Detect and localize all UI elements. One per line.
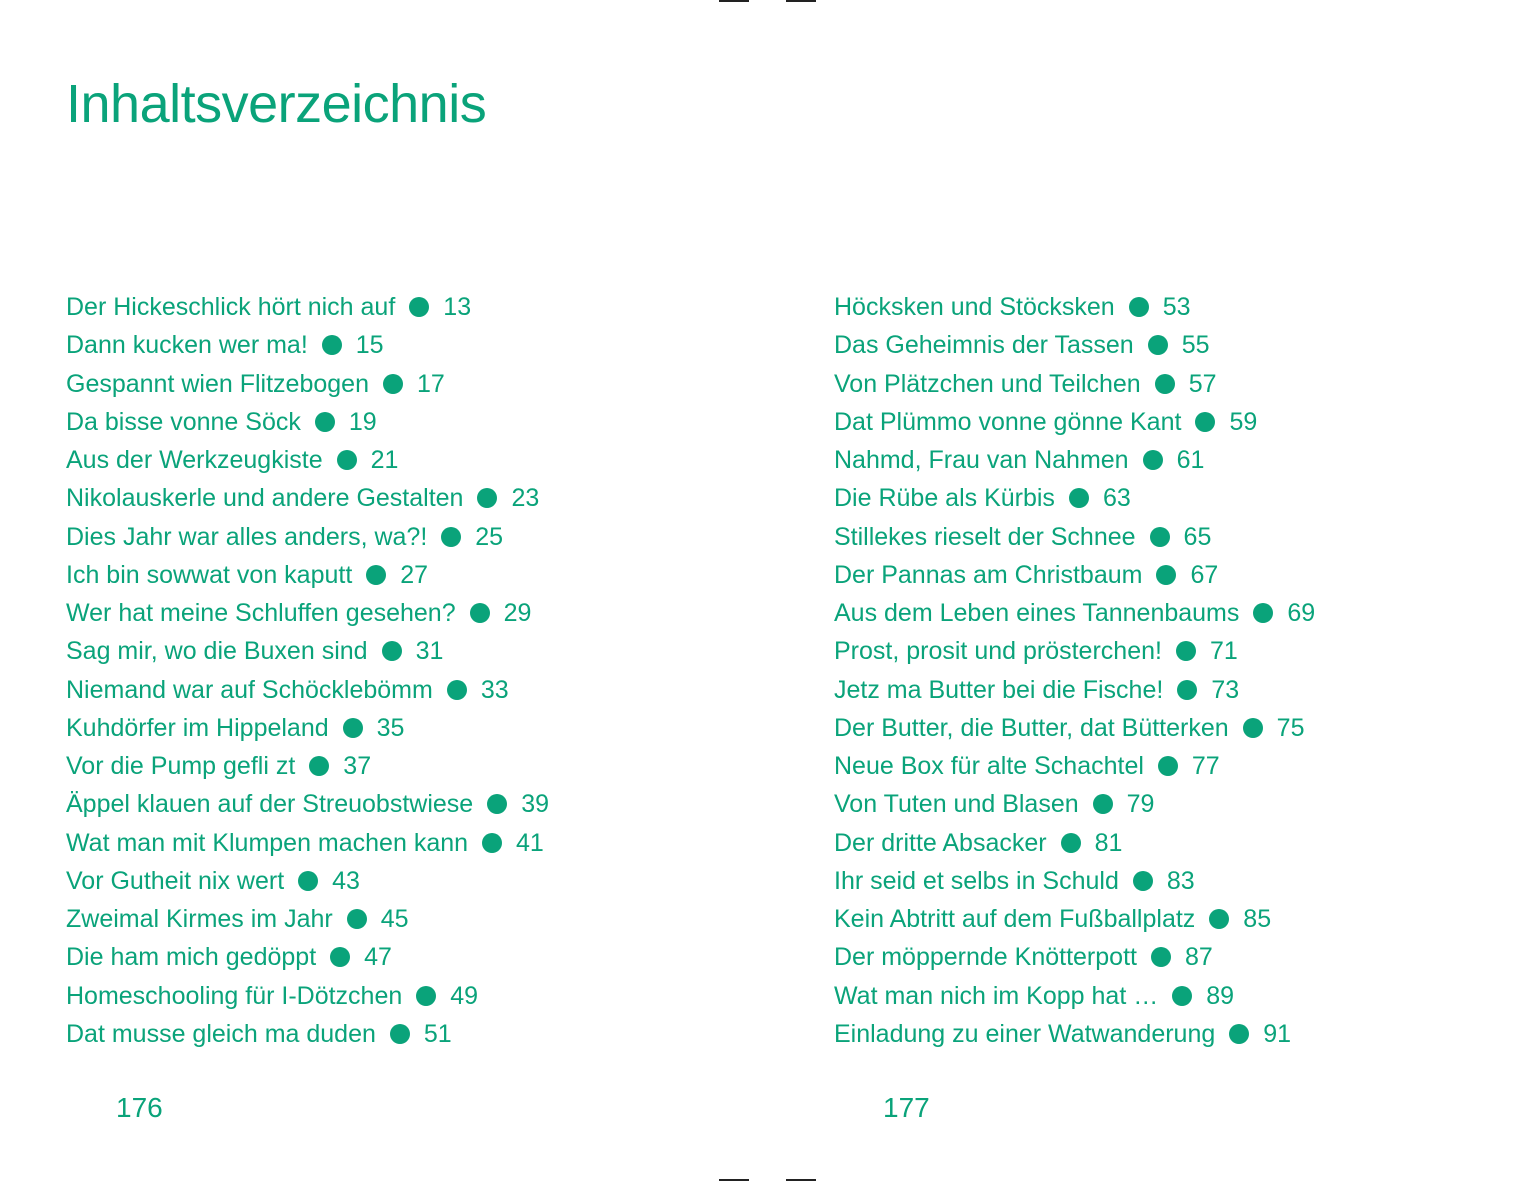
toc-entry-title: Der Butter, die Butter, dat Bütterken: [834, 713, 1229, 742]
toc-entry: [66, 1015, 549, 1053]
toc-entry: [66, 747, 549, 785]
toc-entry: [834, 518, 1315, 556]
toc-entry: [834, 479, 1315, 517]
toc-entry-page: 91: [1263, 1019, 1292, 1048]
toc-entry-page: 63: [1102, 484, 1131, 513]
bullet-dot-icon: [390, 1024, 410, 1044]
toc-entry: [66, 365, 549, 403]
bullet-dot-icon: [347, 909, 367, 929]
bullet-dot-icon: [1209, 909, 1229, 929]
toc-entry: [834, 403, 1315, 441]
bullet-dot-icon: [1229, 1024, 1249, 1044]
bullet-dot-icon: [1069, 488, 1089, 508]
bullet-dot-icon: [1151, 947, 1171, 967]
bullet-dot-icon: [1158, 756, 1178, 776]
toc-entry-page: 41: [516, 828, 544, 857]
bullet-dot-icon: [441, 527, 461, 547]
toc-entry: [66, 518, 549, 556]
toc-entry: [66, 862, 549, 900]
toc-entry-title: Ich bin sowwat von kaputt: [66, 560, 353, 589]
toc-entry-title: Homeschooling für I-Dötzchen: [66, 981, 403, 1010]
toc-entry-page: 65: [1183, 522, 1212, 551]
toc-entry: [834, 824, 1315, 862]
toc-entry: [834, 594, 1315, 632]
toc-entry-page: 43: [332, 866, 360, 895]
toc-entry-title: Aus der Werkzeugkiste: [66, 446, 323, 474]
bullet-dot-icon: [1155, 374, 1175, 394]
toc-entry-page: 77: [1191, 752, 1220, 780]
toc-entry: [66, 709, 549, 747]
toc-entry-page: 25: [475, 522, 504, 551]
toc-entry: [834, 632, 1315, 670]
toc-entry-page: 89: [1206, 981, 1235, 1010]
toc-entry-page: 13: [443, 293, 472, 321]
bullet-dot-icon: [382, 641, 402, 661]
toc-entry-title: Sag mir, wo die Buxen sind: [66, 637, 368, 666]
toc-entry-title: Von Tuten und Blasen: [834, 790, 1079, 819]
toc-entry-title: Neue Box für alte Schachtel: [834, 752, 1144, 780]
toc-list-left: [66, 288, 549, 1053]
toc-entry-title: Nikolauskerle und andere Gestalten: [66, 484, 464, 513]
toc-entry-page: 33: [480, 675, 509, 704]
toc-entry-title: Wat man nich im Kopp hat …: [834, 981, 1159, 1010]
toc-entry-page: 47: [364, 943, 392, 972]
toc-entry-title: Vor Gutheit nix wert: [66, 866, 285, 895]
toc-list-right: [834, 288, 1315, 1053]
toc-entry-page: 27: [400, 560, 429, 589]
toc-entry-title: Von Plätzchen und Teilchen: [834, 369, 1141, 398]
toc-entry: [834, 671, 1315, 709]
toc-entry-title: Die ham mich gedöppt: [66, 943, 317, 972]
page-number-left: 176: [116, 1092, 163, 1123]
toc-entry-title: Vor die Pump gefli zt: [66, 752, 296, 780]
bullet-dot-icon: [477, 488, 497, 508]
toc-entry-page: 51: [423, 1019, 452, 1048]
toc-entry: [66, 326, 549, 364]
toc-entry: [834, 365, 1315, 403]
toc-entry-title: Zweimal Kirmes im Jahr: [66, 905, 333, 933]
toc-entry-title: Nahmd, Frau van Nahmen: [834, 446, 1129, 474]
bullet-dot-icon: [1093, 794, 1113, 814]
bullet-dot-icon: [1156, 565, 1176, 585]
bullet-dot-icon: [416, 986, 436, 1006]
toc-entry-title: Stillekes rieselt der Schnee: [834, 522, 1136, 551]
bullet-dot-icon: [315, 412, 335, 432]
toc-entry: [834, 938, 1315, 976]
bullet-dot-icon: [447, 680, 467, 700]
toc-entry: [834, 900, 1315, 938]
toc-entry-title: Dies Jahr war alles anders, wa?!: [66, 522, 428, 551]
bullet-dot-icon: [1172, 986, 1192, 1006]
bullet-dot-icon: [1177, 680, 1197, 700]
toc-entry-title: Dat musse gleich ma duden: [66, 1019, 376, 1048]
toc-entry: [66, 594, 549, 632]
toc-entry-page: 61: [1176, 446, 1205, 474]
toc-entry: [834, 977, 1315, 1015]
crop-mark-top-left: [719, 0, 749, 2]
toc-entry-title: Der Pannas am Christbaum: [834, 560, 1143, 589]
toc-entry-title: Der Hickeschlick hört nich auf: [66, 293, 396, 321]
toc-entry-page: 75: [1276, 713, 1305, 742]
toc-entry-title: Ihr seid et selbs in Schuld: [834, 866, 1119, 895]
bullet-dot-icon: [409, 297, 429, 317]
toc-entry-title: Kein Abtritt auf dem Fußballplatz: [834, 905, 1196, 933]
toc-entry-page: 55: [1181, 331, 1210, 360]
toc-entry-title: Prost, prosit und prösterchen!: [834, 637, 1162, 666]
toc-entry-title: Jetz ma Butter bei die Fische!: [834, 675, 1164, 704]
bullet-dot-icon: [343, 718, 363, 738]
toc-entry-page: 79: [1126, 790, 1155, 819]
bullet-dot-icon: [1129, 297, 1149, 317]
toc-entry-title: Dat Plümmo vonne gönne Kant: [834, 407, 1182, 436]
bullet-dot-icon: [1253, 603, 1273, 623]
toc-entry-title: Der dritte Absacker: [834, 828, 1047, 857]
toc-entry: [834, 556, 1315, 594]
toc-entry-title: Höcksken und Stöcksken: [834, 293, 1115, 321]
toc-entry-page: 53: [1162, 293, 1191, 321]
bullet-dot-icon: [298, 871, 318, 891]
toc-entry-title: Kuhdörfer im Hippeland: [66, 713, 329, 742]
toc-entry: [834, 709, 1315, 747]
bullet-dot-icon: [1195, 412, 1215, 432]
toc-entry: [66, 938, 549, 976]
toc-entry-title: Äppel klauen auf der Streuobstwiese: [66, 790, 474, 819]
toc-entry: [66, 632, 549, 670]
toc-entry-page: 49: [450, 981, 479, 1010]
toc-entry: [66, 900, 549, 938]
toc-entry: [834, 1015, 1315, 1053]
bullet-dot-icon: [322, 335, 342, 355]
bullet-dot-icon: [337, 450, 357, 470]
toc-entry: [66, 671, 549, 709]
toc-entry-page: 31: [415, 637, 444, 666]
bullet-dot-icon: [470, 603, 490, 623]
toc-entry-page: 23: [511, 484, 540, 513]
toc-entry: [834, 862, 1315, 900]
toc-entry: [66, 403, 549, 441]
toc-entry-page: 39: [521, 790, 550, 819]
toc-entry-page: 29: [503, 599, 532, 627]
toc-entry-title: Wat man mit Klumpen machen kann: [66, 828, 469, 857]
toc-entry-page: 35: [376, 713, 405, 742]
toc-entry: [66, 288, 549, 326]
toc-entry-page: 87: [1184, 943, 1213, 972]
toc-entry: [834, 441, 1315, 479]
toc-entry-page: 37: [343, 752, 372, 780]
crop-mark-top-right: [786, 0, 816, 2]
toc-entry: [834, 747, 1315, 785]
bullet-dot-icon: [1150, 527, 1170, 547]
bullet-dot-icon: [366, 565, 386, 585]
toc-entry-page: 73: [1211, 675, 1240, 704]
toc-entry-title: Dann kucken wer ma!: [66, 331, 308, 360]
toc-entry-page: 85: [1243, 905, 1272, 933]
toc-entry-page: 45: [380, 905, 409, 933]
toc-entry-title: Gespannt wien Flitzebogen: [66, 369, 369, 398]
toc-entry-page: 17: [416, 369, 445, 398]
toc-entry: [66, 824, 549, 862]
toc-entry-page: 59: [1229, 407, 1258, 436]
toc-entry: [66, 556, 549, 594]
toc-entry-page: 21: [370, 446, 399, 474]
bullet-dot-icon: [309, 756, 329, 776]
toc-entry: [834, 288, 1315, 326]
toc-entry-title: Wer hat meine Schluffen gesehen?: [66, 599, 456, 627]
toc-entry-title: Aus dem Leben eines Tannenbaums: [834, 599, 1240, 627]
bullet-dot-icon: [1061, 833, 1081, 853]
toc-entry-page: 15: [355, 331, 384, 360]
bullet-dot-icon: [383, 374, 403, 394]
toc-entry: [66, 977, 549, 1015]
bullet-dot-icon: [1133, 871, 1153, 891]
toc-entry-page: 69: [1287, 599, 1316, 627]
toc-entry-page: 57: [1188, 369, 1217, 398]
bullet-dot-icon: [1176, 641, 1196, 661]
toc-entry-page: 83: [1166, 866, 1195, 895]
toc-entry: [66, 785, 549, 823]
page-title: Inhaltsverzeichnis: [66, 74, 487, 134]
bullet-dot-icon: [330, 947, 350, 967]
bullet-dot-icon: [1143, 450, 1163, 470]
bullet-dot-icon: [1148, 335, 1168, 355]
toc-entry-title: Niemand war auf Schöcklebömm: [66, 675, 433, 704]
toc-entry-page: 71: [1209, 637, 1238, 666]
toc-entry-page: 67: [1190, 560, 1219, 589]
toc-entry: [66, 479, 549, 517]
toc-entry-title: Einladung zu einer Watwanderung: [834, 1019, 1216, 1048]
toc-entry-title: Da bisse vonne Söck: [66, 407, 301, 436]
toc-entry-title: Die Rübe als Kürbis: [834, 484, 1055, 513]
bullet-dot-icon: [1243, 718, 1263, 738]
toc-entry-page: 81: [1094, 828, 1123, 857]
bullet-dot-icon: [482, 833, 502, 853]
bullet-dot-icon: [487, 794, 507, 814]
toc-entry-page: 19: [348, 407, 377, 436]
toc-entry-title: Das Geheimnis der Tassen: [834, 331, 1134, 360]
page-number-right: 177: [883, 1092, 930, 1123]
toc-entry: [834, 785, 1315, 823]
toc-entry: [834, 326, 1315, 364]
toc-entry-title: Der möppernde Knötterpott: [834, 943, 1137, 972]
toc-entry: [66, 441, 549, 479]
